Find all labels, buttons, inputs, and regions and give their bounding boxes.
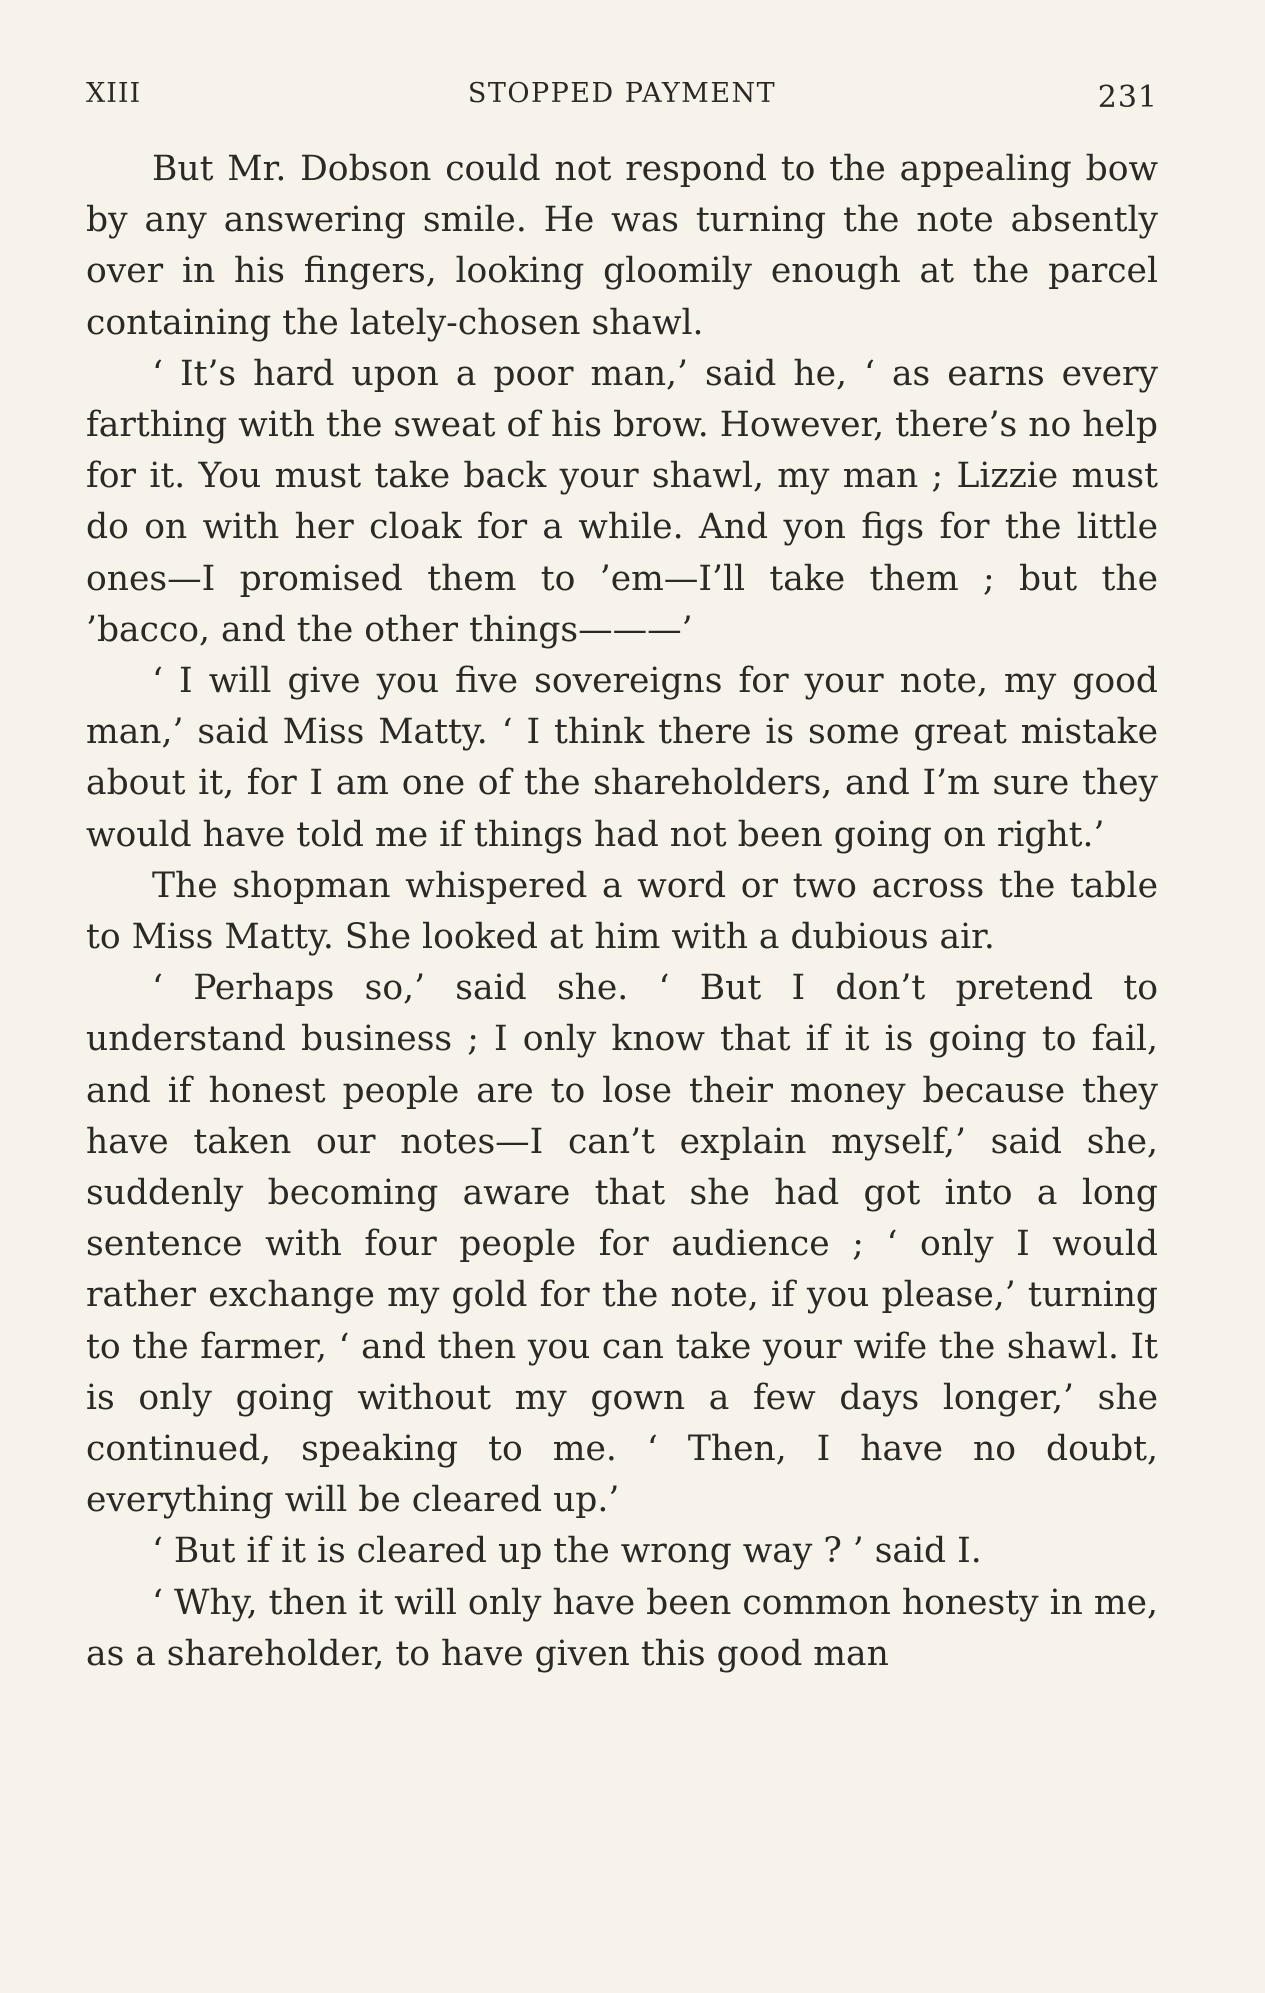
running-head bbox=[86, 70, 1158, 116]
paragraph-7: ‘ Why, then it will only have been common honesty in me, as a shareholder, to have given this good man bbox=[86, 1582, 1158, 1674]
book-page bbox=[86, 70, 1158, 1950]
paragraph-1: But Mr. Dobson could not respond to the appealing bow by any answering smile. He was turning the note absently over in his fingers, looking gloomily enough at the parcel containing the lately-chosen shawl. bbox=[86, 149, 1158, 343]
chapter-number: XIII bbox=[86, 78, 142, 109]
paragraph-6: ‘ But if it is cleared up the wrong way ? ’ said I. bbox=[152, 1531, 982, 1572]
page-number: 231 bbox=[1097, 80, 1158, 115]
body-text bbox=[86, 144, 1158, 1680]
paragraph-4: The shopman whispered a word or two across the table to Miss Matty. She looked at him with a dubious air. bbox=[86, 865, 1158, 958]
chapter-title: STOPPED PAYMENT bbox=[467, 78, 777, 109]
paragraph-3: ‘ I will give you five sovereigns for your note, my good man,’ said Miss Matty. ‘ I think there is some great mistake about it, for I am one of the shareholders, and I’m sure they would have told me if things had not been going on right.’ bbox=[86, 661, 1158, 855]
paragraph-2: ‘ It’s hard upon a poor man,’ said he, ‘ as earns every farthing with the sweat of his brow. However, there’s no help for it. You must take back your shawl, my man ; Lizzie must do on with her cloak for a while. And yon figs for the little ones—I promised them to ’em—I’ll take them ; but the ’bacco, and the other things———’ bbox=[86, 353, 1158, 650]
paragraph-5: ‘ Perhaps so,’ said she. ‘ But I don’t pretend to understand business ; I only know that if it is going to fail, and if honest people are to lose their money because they have taken our notes—I can’t explain myself,’ said she, suddenly becoming aware that she had got into a long sentence with four people for audience ; ‘ only I would rather exchange my gold for the note, if you please,’ turning to the farmer, ‘ and then you can take your wife the shawl. It is only going without my gown a few days longer,’ she continued, speaking to me. ‘ Then, I have no doubt, everything will be cleared up.’ bbox=[86, 968, 1158, 1521]
